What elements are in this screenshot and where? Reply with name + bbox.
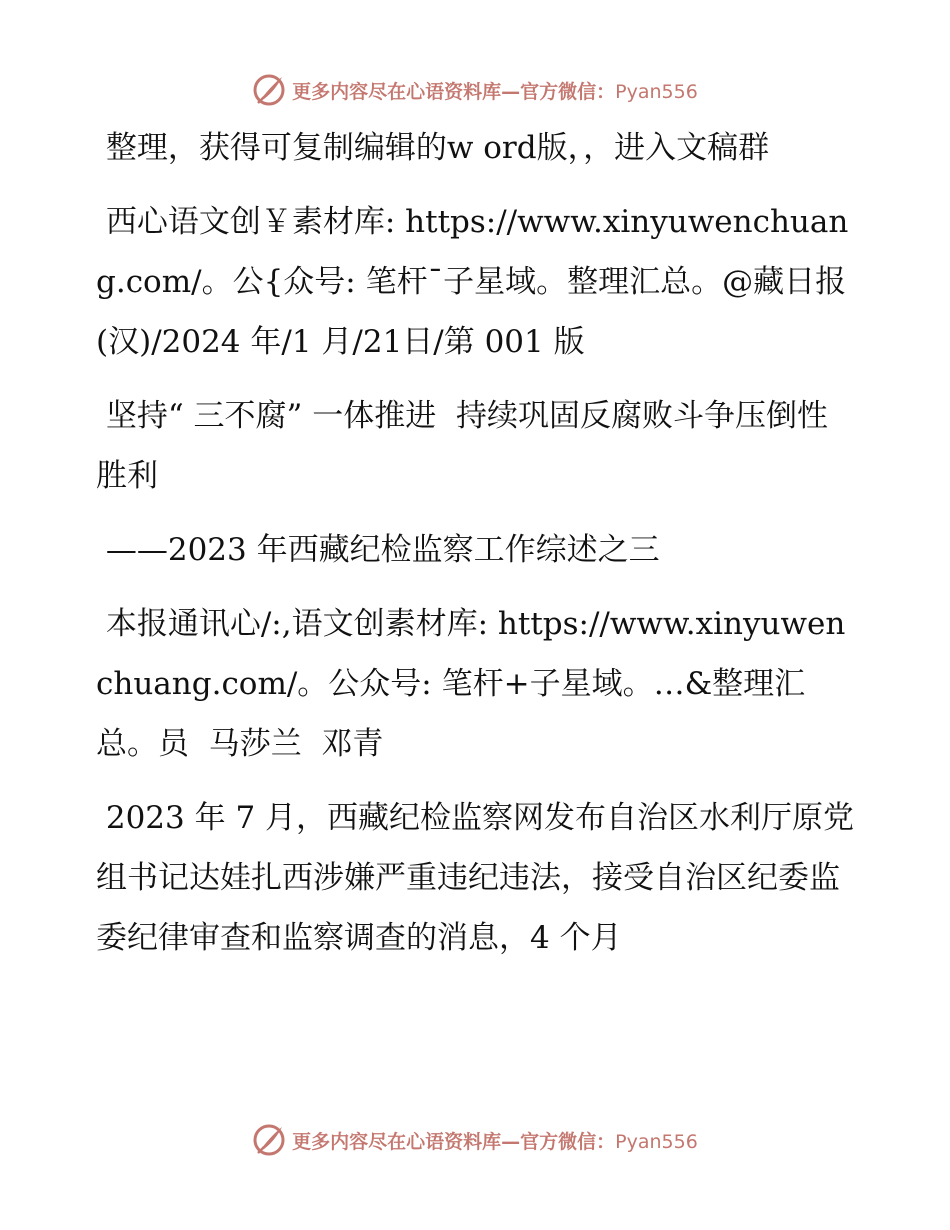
paragraph-1: 整理，获得可复制编辑的w ord版，，进入文稿群 [96,130,770,166]
quill-logo-icon [252,1123,286,1157]
paragraph-3: 坚持“ 三不腐” 一体推进 持续巩固反腐败斗争压倒性胜利 [96,398,828,494]
paragraph-6: 2023 年 7 月，西藏纪检监察网发布自治区水利厅原党组书记达娃扎西涉嫌严重违纪违法，接受自治区纪委监委纪律审查和监察调查的消息，4 个月 [96,800,855,956]
footer-watermark-banner [0,1118,950,1162]
quill-logo-icon [252,73,286,107]
footer-banner-brand: Pyan556 [615,1130,698,1153]
header-watermark-banner [0,68,950,112]
document-body [96,118,856,982]
paragraph-5: 本报通讯心/:,语文创素材库: https://www.xinyuwenchuang.com/。公众号: 笔杆+子星域。…&整理汇总。员 马莎兰 邓青 [96,606,846,762]
header-banner-label: 更多内容尽在心语资料库—官方微信： [292,80,616,103]
header-banner-brand: Pyan556 [615,80,698,103]
paragraph-4: ——2023 年西藏纪检监察工作综述之三 [96,532,660,568]
paragraph-2: 西心语文创￥素材库: https://www.xinyuwenchuang.com/。公{众号: 笔杆¯子星域。整理汇总。@藏日报(汉)/2024 年/1 月/21日/第 001 版 [96,204,849,360]
footer-banner-label: 更多内容尽在心语资料库—官方微信： [292,1130,616,1153]
footer-banner-text [292,1127,698,1154]
header-banner-text [292,77,698,104]
